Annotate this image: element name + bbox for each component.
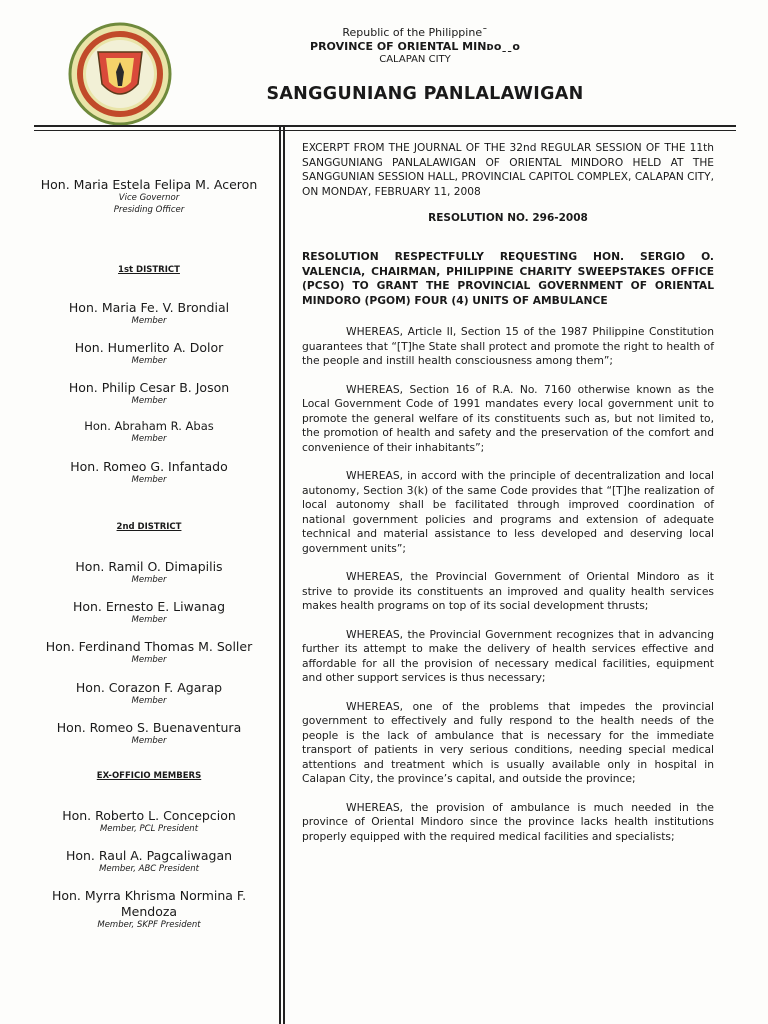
- whereas-paragraph: WHEREAS, Section 16 of R.A. No. 7160 otherwise known as the Local Government Code of 1991 mandates every local government unit to promote the general welfare of its constituents such as, but not limited to, the promotion of health and safety and the preservation of the comfort and convenience of their inhabitants”;: [302, 382, 714, 454]
- district-2-heading: 2nd DISTRICT: [116, 522, 182, 532]
- whereas-paragraph: WHEREAS, Article II, Section 15 of the 1987 Philippine Constitution guarantees that “[T]he State shall protect and promote the right to health of the people and instill health consciousness among them”;: [302, 325, 714, 367]
- header-rule: [34, 125, 736, 127]
- whereas-paragraph: WHEREAS, the Provincial Government of Oriental Mindoro as it strive to provide its constituents an improved and quality health services makes health programs on top of its social development thrusts;: [302, 570, 714, 612]
- member-name: Hon. Philip Cesar B. Joson: [68, 380, 230, 395]
- member-name: Hon. Ramil O. Dimapilis: [75, 559, 223, 574]
- presiding-officer-name: Hon. Maria Estela Felipa M. Aceron: [40, 177, 258, 192]
- column-divider: [279, 125, 281, 1024]
- whereas-paragraph: WHEREAS, one of the problems that impedes the provincial government to effectively and fully respond to the health needs of the people is the lack of ambulance that is necessary for the immediate transport of patients in very serious conditions, needing special medical attentions and treatment which is usually available only in hospital in Calapan City, the province’s capital, and outside the province;: [302, 699, 714, 785]
- member-role: Member: [131, 396, 167, 406]
- whereas-paragraph: WHEREAS, the provision of ambulance is much needed in the province of Oriental Mindoro since the province lacks health institutions properly equipped with the required medical facilities and specialists;: [302, 800, 714, 843]
- presiding-officer-role-2: Presiding Officer: [113, 205, 185, 215]
- member-name: Hon. Abraham R. Abas: [84, 419, 214, 433]
- provincial-seal-icon: [68, 22, 172, 126]
- member-name: Hon. Raul A. Pagcaliwagan: [65, 848, 233, 863]
- district-1-heading: 1st DISTRICT: [118, 265, 180, 275]
- member-name: Hon. Ferdinand Thomas M. Soller: [45, 639, 253, 654]
- city-line: CALAPAN CITY: [379, 54, 451, 65]
- whereas-paragraph: WHEREAS, in accord with the principle of decentralization and local autonomy, Section 3(k) of the same Code provides that “[T]he realization of local autonomy shall be facilitated through improved coordination of national government policies and programs and extension of adequate technical and material assistance to less developed and deserving local government units”;: [302, 469, 714, 555]
- page-title: SANGGUNIANG PANLALAWIGAN: [266, 84, 584, 104]
- member-name-continued: Mendoza: [120, 904, 178, 919]
- column-divider-2: [283, 125, 285, 1024]
- whereas-clauses: [302, 325, 714, 844]
- ex-officio-heading: EX-OFFICIO MEMBERS: [96, 771, 202, 781]
- member-role: Member: [131, 575, 167, 585]
- whereas-paragraph: WHEREAS, the Provincial Government recognizes that in advancing further its attempt to make the delivery of health services effective and affordable for all the provision of necessary medical facilities, equipment and other support services is thus necessary;: [302, 627, 714, 684]
- member-role: Member: [131, 356, 167, 366]
- member-role: Member, SKPF President: [97, 920, 201, 930]
- presiding-officer-role: Vice Governor: [118, 193, 180, 203]
- journal-excerpt: EXCERPT FROM THE JOURNAL OF THE 32nd REGULAR SESSION OF THE 11th SANGGUNIANG PANLALAWIGAN OF ORIENTAL MINDORO HELD AT THE SANGGUNIAN SESSION HALL, PROVINCIAL CAPITOL COMPLEX, CALAPAN CITY, ON MONDAY, FEBRUARY 11, 2008: [302, 142, 714, 198]
- republic-line: Republic of the Philippineˉ: [342, 26, 488, 39]
- resolution-number: RESOLUTION NO. 296-2008: [428, 212, 588, 224]
- member-role: Member: [131, 655, 167, 665]
- province-line: PROVINCE OF ORIENTAL MINᴅᴏˍˍᴏ: [310, 40, 520, 53]
- member-name: Hon. Maria Fe. V. Brondial: [68, 300, 230, 315]
- member-role: Member, ABC President: [99, 864, 199, 874]
- resolution-title: RESOLUTION RESPECTFULLY REQUESTING HON. SERGIO O. VALENCIA, CHAIRMAN, PHILIPPINE CHARITY SWEEPSTAKES OFFICE (PCSO) TO GRANT THE PROVINCIAL GOVERNMENT OF ORIENTAL MINDORO (PGOM) FOUR (4) UNITS OF AMBULANCE: [302, 250, 714, 307]
- member-role: Member: [131, 316, 167, 326]
- member-role: Member: [131, 615, 167, 625]
- member-name: Hon. Humerlito A. Dolor: [74, 340, 224, 355]
- member-role: Member: [131, 475, 167, 485]
- member-name: Hon. Corazon F. Agarap: [75, 680, 223, 695]
- member-name: Hon. Myrra Khrisma Normina F.: [51, 888, 247, 903]
- member-role: Member, PCL President: [99, 824, 199, 834]
- member-name: Hon. Ernesto E. Liwanag: [72, 599, 226, 614]
- member-role: Member: [131, 434, 167, 444]
- header-rule-thin: [34, 130, 736, 131]
- member-role: Member: [131, 736, 167, 746]
- member-name: Hon. Romeo S. Buenaventura: [56, 720, 242, 735]
- member-name: Hon. Roberto L. Concepcion: [62, 808, 236, 823]
- member-role: Member: [131, 696, 167, 706]
- member-name: Hon. Romeo G. Infantado: [70, 459, 228, 474]
